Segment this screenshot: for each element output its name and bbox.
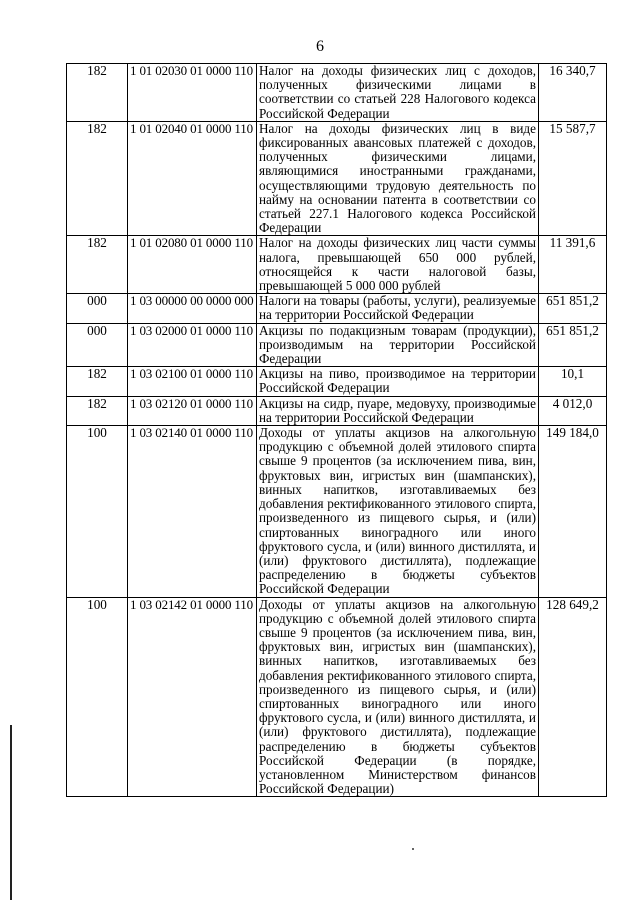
- budget-classification-code-cell: 1 01 02030 01 0000 110: [128, 64, 257, 122]
- table-row: [67, 294, 607, 323]
- budget-classification-code-cell: 1 03 00000 00 0000 000: [128, 294, 257, 323]
- amount-cell: 4 012,0: [539, 396, 607, 425]
- budget-classification-code-cell: 1 03 02140 01 0000 110: [128, 426, 257, 597]
- amount-cell: 128 649,2: [539, 597, 607, 797]
- budget-classification-code-cell: 1 01 02080 01 0000 110: [128, 236, 257, 294]
- table-row: [67, 426, 607, 597]
- budget-classification-code-cell: 1 03 02100 01 0000 110: [128, 367, 257, 396]
- table-row: [67, 396, 607, 425]
- amount-cell: 651 851,2: [539, 294, 607, 323]
- admin-code-cell: 100: [67, 426, 128, 597]
- revenue-name-cell: Налог на доходы физических лиц части суммы налога, превышающей 650 000 рублей, относящейся к части налоговой базы, превышающей 5 000 000 рублей: [257, 236, 539, 294]
- admin-code-cell: 182: [67, 396, 128, 425]
- revenue-name-cell: Налог на доходы физических лиц в виде фиксированных авансовых платежей с доходов, полученных физическими лицами, являющимися иностранными гражданами, осуществляющими трудовую деятельность по найму на основании патента в соответствии со статьей 227.1 Налогового кодекса Российской Федерации: [257, 121, 539, 236]
- scan-dot: [412, 848, 414, 850]
- table-row: [67, 236, 607, 294]
- revenue-name-cell: Доходы от уплаты акцизов на алкогольную продукцию с объемной долей этилового спирта свыше 9 процентов (за исключением пива, вин, фруктовых вин, игристых вин (шампанских), винных напитков, изготавливаемых без добавления ректификованного этилового спирта, произведенного из пищевого сырья, и (или) спиртованных виноградного или иного фруктового сусла, и (или) винного дистиллята, и (или) фруктового дистиллята), подлежащие распределению в бюджеты субъектов Российской Федерации (в порядке, установленном Министерством финансов Российской Федерации): [257, 597, 539, 797]
- revenue-name-cell: Доходы от уплаты акцизов на алкогольную продукцию с объемной долей этилового спирта свыше 9 процентов (за исключением пива, вин, фруктовых вин, игристых вин (шампанских), винных напитков, изготавливаемых без добавления ректификованного этилового спирта, произведенного из пищевого сырья, и (или) спиртованных виноградного или иного фруктового сусла, и (или) винного дистиллята, и (или) фруктового дистиллята), подлежащие распределению в бюджеты субъектов Российской Федерации: [257, 426, 539, 597]
- budget-revenue-table: [66, 63, 607, 797]
- admin-code-cell: 182: [67, 367, 128, 396]
- table-body: [67, 64, 607, 797]
- revenue-name-cell: Налоги на товары (работы, услуги), реализуемые на территории Российской Федерации: [257, 294, 539, 323]
- table-row: [67, 367, 607, 396]
- table-row: [67, 121, 607, 236]
- margin-scan-line: [10, 725, 12, 900]
- budget-classification-code-cell: 1 03 02120 01 0000 110: [128, 396, 257, 425]
- amount-cell: 16 340,7: [539, 64, 607, 122]
- amount-cell: 651 851,2: [539, 323, 607, 367]
- table-row: [67, 597, 607, 797]
- amount-cell: 11 391,6: [539, 236, 607, 294]
- admin-code-cell: 000: [67, 323, 128, 367]
- page-number: 6: [316, 38, 324, 55]
- revenue-name-cell: Акцизы по подакцизным товарам (продукции), производимым на территории Российской Федерации: [257, 323, 539, 367]
- table-row: [67, 323, 607, 367]
- admin-code-cell: 100: [67, 597, 128, 797]
- revenue-name-cell: Акцизы на пиво, производимое на территории Российской Федерации: [257, 367, 539, 396]
- admin-code-cell: 000: [67, 294, 128, 323]
- budget-classification-code-cell: 1 03 02142 01 0000 110: [128, 597, 257, 797]
- budget-classification-code-cell: 1 03 02000 01 0000 110: [128, 323, 257, 367]
- amount-cell: 10,1: [539, 367, 607, 396]
- budget-classification-code-cell: 1 01 02040 01 0000 110: [128, 121, 257, 236]
- amount-cell: 149 184,0: [539, 426, 607, 597]
- revenue-name-cell: Акцизы на сидр, пуаре, медовуху, производимые на территории Российской Федерации: [257, 396, 539, 425]
- revenue-name-cell: Налог на доходы физических лиц с доходов, полученных физическими лицами в соответствии со статьей 228 Налогового кодекса Российской Федерации: [257, 64, 539, 122]
- amount-cell: 15 587,7: [539, 121, 607, 236]
- admin-code-cell: 182: [67, 64, 128, 122]
- admin-code-cell: 182: [67, 121, 128, 236]
- table-row: [67, 64, 607, 122]
- admin-code-cell: 182: [67, 236, 128, 294]
